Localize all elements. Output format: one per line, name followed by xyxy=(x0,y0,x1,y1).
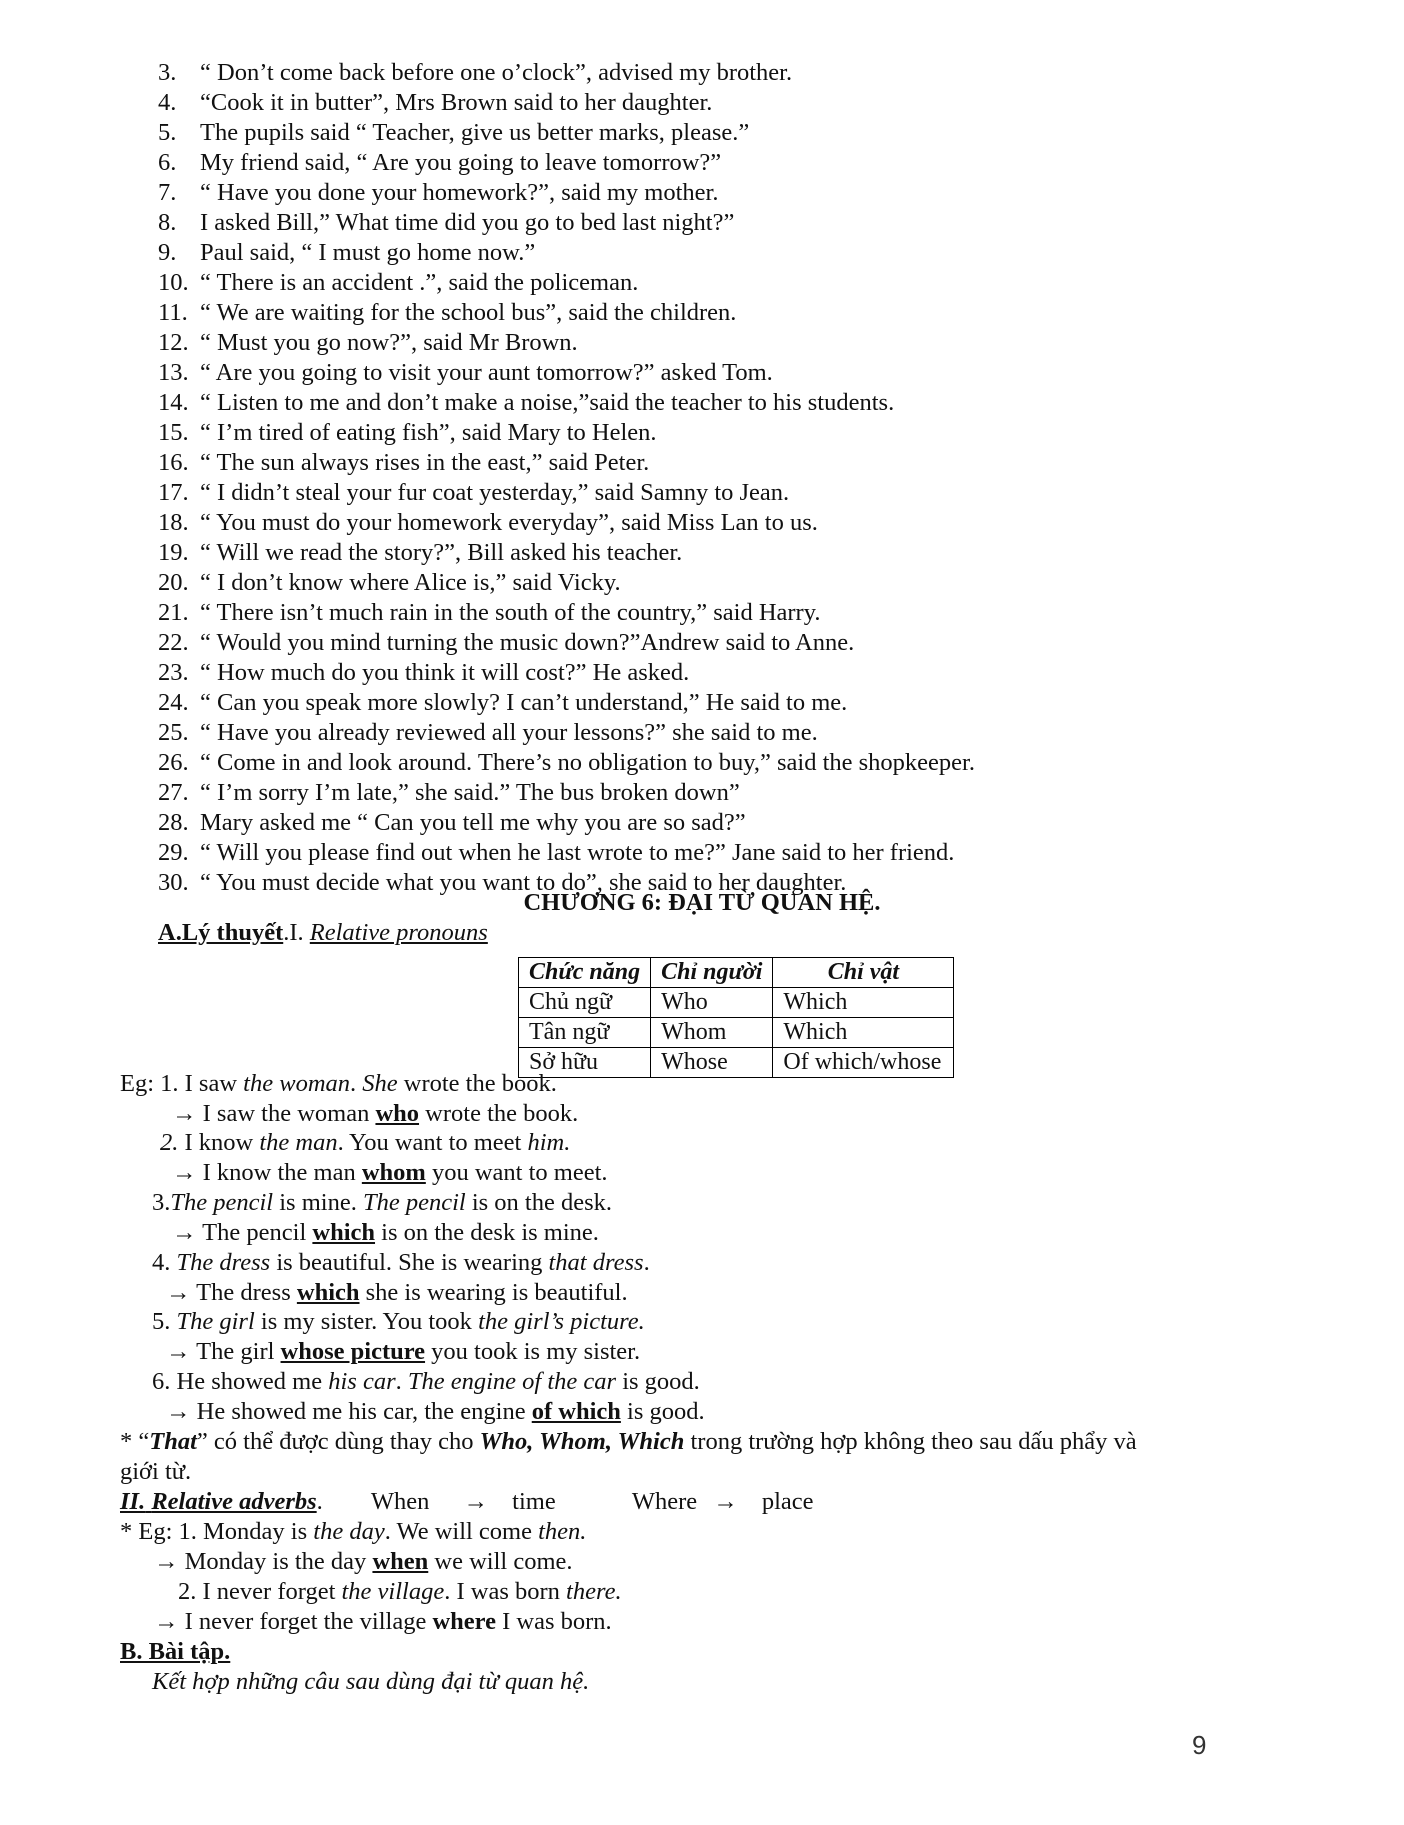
chapter-title: CHƯƠNG 6: ĐẠI TỪ QUAN HỆ. xyxy=(523,889,881,916)
example-text: then. xyxy=(538,1518,587,1545)
example-text: The girl xyxy=(176,1308,255,1335)
item-number: 6. xyxy=(158,149,177,176)
section-punct: . xyxy=(316,1488,323,1515)
example-number: 4. xyxy=(152,1249,177,1276)
example-text: the village xyxy=(341,1578,445,1605)
example-text: is beautiful. She is wearing xyxy=(270,1249,549,1276)
item-number: 15. xyxy=(158,419,189,446)
item-number: 5. xyxy=(158,119,177,146)
adverb-example-2-answer xyxy=(154,1607,612,1637)
list-item xyxy=(158,178,718,208)
table-cell: Whom xyxy=(651,1018,773,1048)
example-text: is good. xyxy=(616,1368,700,1395)
item-text: “ How much do you think it will cost?” He asked. xyxy=(200,659,690,686)
example-text: is mine. xyxy=(273,1189,363,1216)
section-title: Relative adverbs xyxy=(151,1488,317,1515)
list-item xyxy=(158,418,657,448)
item-number: 17. xyxy=(158,479,189,506)
item-number: 7. xyxy=(158,179,177,206)
arrow-icon: → xyxy=(166,1398,191,1425)
example-text: The pencil xyxy=(170,1189,274,1216)
table-cell: Whose xyxy=(651,1048,773,1078)
list-item xyxy=(158,238,535,268)
item-text: Paul said, “ I must go home now.” xyxy=(200,239,536,266)
example-text: the girl’s picture. xyxy=(478,1308,645,1335)
example-text: is my sister. You took xyxy=(254,1308,479,1335)
item-number: 8. xyxy=(158,209,177,236)
relative-word: of which xyxy=(531,1398,621,1425)
example-6-answer xyxy=(166,1397,705,1427)
item-text: “ Are you going to visit your aunt tomorrow?” asked Tom. xyxy=(200,359,773,386)
item-text: “ The sun always rises in the east,” said Peter. xyxy=(200,449,650,476)
table-row xyxy=(519,1018,954,1048)
item-text: “ I didn’t steal your fur coat yesterday,” said Samny to Jean. xyxy=(200,479,790,506)
arrow-icon: → xyxy=(166,1279,191,1306)
relative-word: where xyxy=(432,1608,496,1635)
table-cell: Who xyxy=(651,988,773,1018)
example-text: I was born. xyxy=(495,1608,612,1635)
page-number: 9 xyxy=(1192,1730,1207,1760)
item-text: “ Will we read the story?”, Bill asked his teacher. xyxy=(200,539,683,566)
example-text: 2. I never forget xyxy=(178,1578,342,1605)
table-row xyxy=(519,988,954,1018)
item-number: 22. xyxy=(158,629,189,656)
adverb-where: Where xyxy=(631,1488,698,1515)
example-1 xyxy=(120,1069,557,1099)
section-number: .I. xyxy=(283,919,310,946)
item-text: “ You must decide what you want to do”, she said to her daughter. xyxy=(200,869,847,896)
example-2-answer xyxy=(172,1158,608,1188)
example-text: The pencil xyxy=(196,1219,313,1246)
item-number: 9. xyxy=(158,239,177,266)
example-5-answer xyxy=(166,1337,640,1367)
example-text: . I was born xyxy=(444,1578,567,1605)
item-number: 30. xyxy=(158,869,189,896)
list-item xyxy=(158,538,682,568)
item-text: “ Don’t come back before one o’clock”, advised my brother. xyxy=(200,59,793,86)
example-text: I never forget the village xyxy=(178,1608,433,1635)
table-header-row xyxy=(519,958,954,988)
example-text: . xyxy=(350,1070,363,1097)
list-item xyxy=(158,358,773,388)
example-text: 6. He showed me xyxy=(152,1368,329,1395)
example-text: the day xyxy=(313,1518,385,1545)
example-text: wrote the book. xyxy=(419,1100,579,1127)
table-cell: Sở hữu xyxy=(519,1048,651,1078)
example-text: . xyxy=(395,1368,408,1395)
item-number: 16. xyxy=(158,449,189,476)
list-item xyxy=(158,748,975,778)
arrow-icon: → xyxy=(713,1488,738,1515)
example-text: that dress xyxy=(548,1249,644,1276)
example-text: she is wearing is beautiful. xyxy=(359,1279,628,1306)
relative-word: whom xyxy=(361,1159,426,1186)
exercises-heading: B. Bài tập. xyxy=(120,1638,231,1665)
item-text: “Cook it in butter”, Mrs Brown said to her daughter. xyxy=(200,89,713,116)
section-number: II. xyxy=(120,1488,146,1515)
list-item xyxy=(158,508,818,538)
list-item xyxy=(158,808,746,838)
example-text: . You want to meet xyxy=(337,1129,528,1156)
arrow-icon: → xyxy=(172,1100,197,1127)
item-text: I asked Bill,” What time did you go to bed last night?” xyxy=(200,209,735,236)
item-number: 23. xyxy=(158,659,189,686)
relative-word: who xyxy=(375,1100,420,1127)
list-item xyxy=(158,778,740,808)
example-text: Eg: 1. I saw xyxy=(120,1070,244,1097)
item-text: “ I’m sorry I’m late,” she said.” The bus broken down” xyxy=(200,779,740,806)
example-text: The pencil xyxy=(362,1189,466,1216)
example-text: him. xyxy=(527,1129,571,1156)
example-text: The engine of the car xyxy=(407,1368,617,1395)
example-text: The dress xyxy=(190,1279,297,1306)
table-header: Chức năng xyxy=(519,958,651,988)
item-text: “ I’m tired of eating fish”, said Mary to Helen. xyxy=(200,419,657,446)
item-number: 28. xyxy=(158,809,189,836)
example-text: is on the desk is mine. xyxy=(375,1219,599,1246)
example-number: 3. xyxy=(152,1189,171,1216)
relative-word: which xyxy=(296,1279,360,1306)
example-text: wrote the book. xyxy=(397,1070,557,1097)
list-item xyxy=(158,148,721,178)
arrow-icon: → xyxy=(166,1338,191,1365)
example-text: Monday is the day xyxy=(178,1548,373,1575)
exercises-title xyxy=(120,1637,230,1667)
item-text: “ Listen to me and don’t make a noise,”said the teacher to his students. xyxy=(200,389,895,416)
item-text: “ I don’t know where Alice is,” said Vicky. xyxy=(200,569,621,596)
list-item xyxy=(158,598,821,628)
note-text: ” có thể được dùng thay cho xyxy=(196,1428,480,1455)
item-text: “ Come in and look around. There’s no obligation to buy,” said the shopkeeper. xyxy=(200,749,975,776)
table-cell: Of which/whose xyxy=(773,1048,954,1078)
item-number: 4. xyxy=(158,89,177,116)
table-cell: Which xyxy=(773,988,954,1018)
relative-word: whose picture xyxy=(280,1338,426,1365)
item-number: 20. xyxy=(158,569,189,596)
list-item xyxy=(158,298,736,328)
table-cell: Which xyxy=(773,1018,954,1048)
list-item xyxy=(158,328,578,358)
list-item xyxy=(158,658,689,688)
table-row xyxy=(519,1048,954,1078)
arrow-icon: → xyxy=(172,1159,197,1186)
list-item xyxy=(158,688,847,718)
item-text: “ You must do your homework everyday”, said Miss Lan to us. xyxy=(200,509,818,536)
item-number: 27. xyxy=(158,779,189,806)
example-number: 2. xyxy=(160,1129,179,1156)
item-text: The pupils said “ Teacher, give us better marks, please.” xyxy=(200,119,750,146)
item-number: 29. xyxy=(158,839,189,866)
example-text: . We will come xyxy=(384,1518,539,1545)
list-item xyxy=(158,568,621,598)
example-3 xyxy=(152,1188,612,1218)
example-1-answer xyxy=(172,1099,578,1129)
list-item xyxy=(158,448,649,478)
list-item xyxy=(158,388,894,418)
adverb-example-1 xyxy=(120,1517,586,1547)
adverb-example-2 xyxy=(178,1577,622,1607)
list-item xyxy=(158,838,954,868)
item-number: 18. xyxy=(158,509,189,536)
relative-word: which xyxy=(312,1219,376,1246)
example-text: is good. xyxy=(620,1398,705,1425)
note-keyword: Who, Whom, Which xyxy=(479,1428,685,1455)
example-text: there. xyxy=(566,1578,622,1605)
table-cell: Chủ ngữ xyxy=(519,988,651,1018)
adverbs-heading xyxy=(120,1487,814,1517)
example-text: is on the desk. xyxy=(465,1189,613,1216)
item-number: 11. xyxy=(158,299,188,326)
item-number: 24. xyxy=(158,689,189,716)
relative-word: when xyxy=(372,1548,429,1575)
note-text: * “ xyxy=(120,1428,150,1455)
list-item xyxy=(158,88,712,118)
exercises-instruction: Kết hợp những câu sau dùng đại từ quan hệ. xyxy=(152,1668,590,1695)
item-text: “ There is an accident .”, said the policeman. xyxy=(200,269,639,296)
table-header: Chỉ người xyxy=(651,958,773,988)
list-item xyxy=(158,58,792,88)
example-text: I saw the woman xyxy=(196,1100,376,1127)
item-text: “ Have you done your homework?”, said my mother. xyxy=(200,179,719,206)
item-number: 13. xyxy=(158,359,189,386)
item-text: My friend said, “ Are you going to leave tomorrow?” xyxy=(200,149,722,176)
table-cell: Tân ngữ xyxy=(519,1018,651,1048)
arrow-icon: → xyxy=(154,1608,179,1635)
item-number: 3. xyxy=(158,59,177,86)
note-line-1 xyxy=(120,1427,1137,1457)
example-4 xyxy=(152,1248,650,1278)
item-text: “ Would you mind turning the music down?”Andrew said to Anne. xyxy=(200,629,855,656)
note-text: trong trường hợp không theo sau dấu phẩy và xyxy=(684,1428,1137,1455)
example-5 xyxy=(152,1307,645,1337)
note-keyword: That xyxy=(149,1428,197,1455)
item-number: 19. xyxy=(158,539,189,566)
theory-heading xyxy=(158,918,488,948)
list-item xyxy=(158,718,818,748)
item-text: “ There isn’t much rain in the south of the country,” said Harry. xyxy=(200,599,821,626)
arrow-icon: → xyxy=(172,1219,197,1246)
table-header: Chỉ vật xyxy=(773,958,954,988)
list-item xyxy=(158,118,749,148)
adverb-place: place xyxy=(761,1488,814,1515)
item-number: 26. xyxy=(158,749,189,776)
item-number: 14. xyxy=(158,389,189,416)
item-text: “ Must you go now?”, said Mr Brown. xyxy=(200,329,578,356)
example-text: I know xyxy=(178,1129,260,1156)
item-number: 21. xyxy=(158,599,189,626)
item-number: 12. xyxy=(158,329,189,356)
list-item xyxy=(158,628,854,658)
adverb-when: When xyxy=(370,1488,430,1515)
item-number: 10. xyxy=(158,269,189,296)
example-text: She xyxy=(362,1070,398,1097)
example-text: the man xyxy=(259,1129,338,1156)
example-text: * Eg: 1. Monday is xyxy=(120,1518,314,1545)
example-4-answer xyxy=(166,1278,628,1308)
relative-pronoun-table xyxy=(518,957,954,1078)
note-line-2: giới từ. xyxy=(120,1458,192,1485)
item-text: “ We are waiting for the school bus”, said the children. xyxy=(200,299,737,326)
list-item xyxy=(158,478,789,508)
example-text: the woman xyxy=(243,1070,351,1097)
theory-label: A.Lý thuyết xyxy=(158,919,284,946)
item-text: “ Have you already reviewed all your lessons?” she said to me. xyxy=(200,719,818,746)
example-number: 5. xyxy=(152,1308,177,1335)
item-text: “ Will you please find out when he last wrote to me?” Jane said to her friend. xyxy=(200,839,955,866)
example-text: The dress xyxy=(176,1249,271,1276)
list-item xyxy=(158,268,638,298)
example-text: I know the man xyxy=(196,1159,362,1186)
example-text: . xyxy=(643,1249,650,1276)
example-text: his car xyxy=(328,1368,396,1395)
list-item xyxy=(158,208,734,238)
adverb-time: time xyxy=(512,1488,556,1515)
example-text: The girl xyxy=(190,1338,281,1365)
example-3-answer xyxy=(172,1218,599,1248)
example-text: you want to meet. xyxy=(425,1159,608,1186)
example-text: we will come. xyxy=(428,1548,573,1575)
example-text: He showed me his car, the engine xyxy=(190,1398,532,1425)
example-6 xyxy=(152,1367,700,1397)
arrow-icon: → xyxy=(154,1548,179,1575)
arrow-icon: → xyxy=(463,1488,489,1515)
item-text: “ Can you speak more slowly? I can’t understand,” He said to me. xyxy=(200,689,848,716)
item-number: 25. xyxy=(158,719,189,746)
item-text: Mary asked me “ Can you tell me why you are so sad?” xyxy=(200,809,746,836)
adverb-example-1-answer xyxy=(154,1547,573,1577)
section-title: Relative pronouns xyxy=(309,919,488,946)
example-text: you took is my sister. xyxy=(425,1338,641,1365)
example-2 xyxy=(160,1128,570,1158)
